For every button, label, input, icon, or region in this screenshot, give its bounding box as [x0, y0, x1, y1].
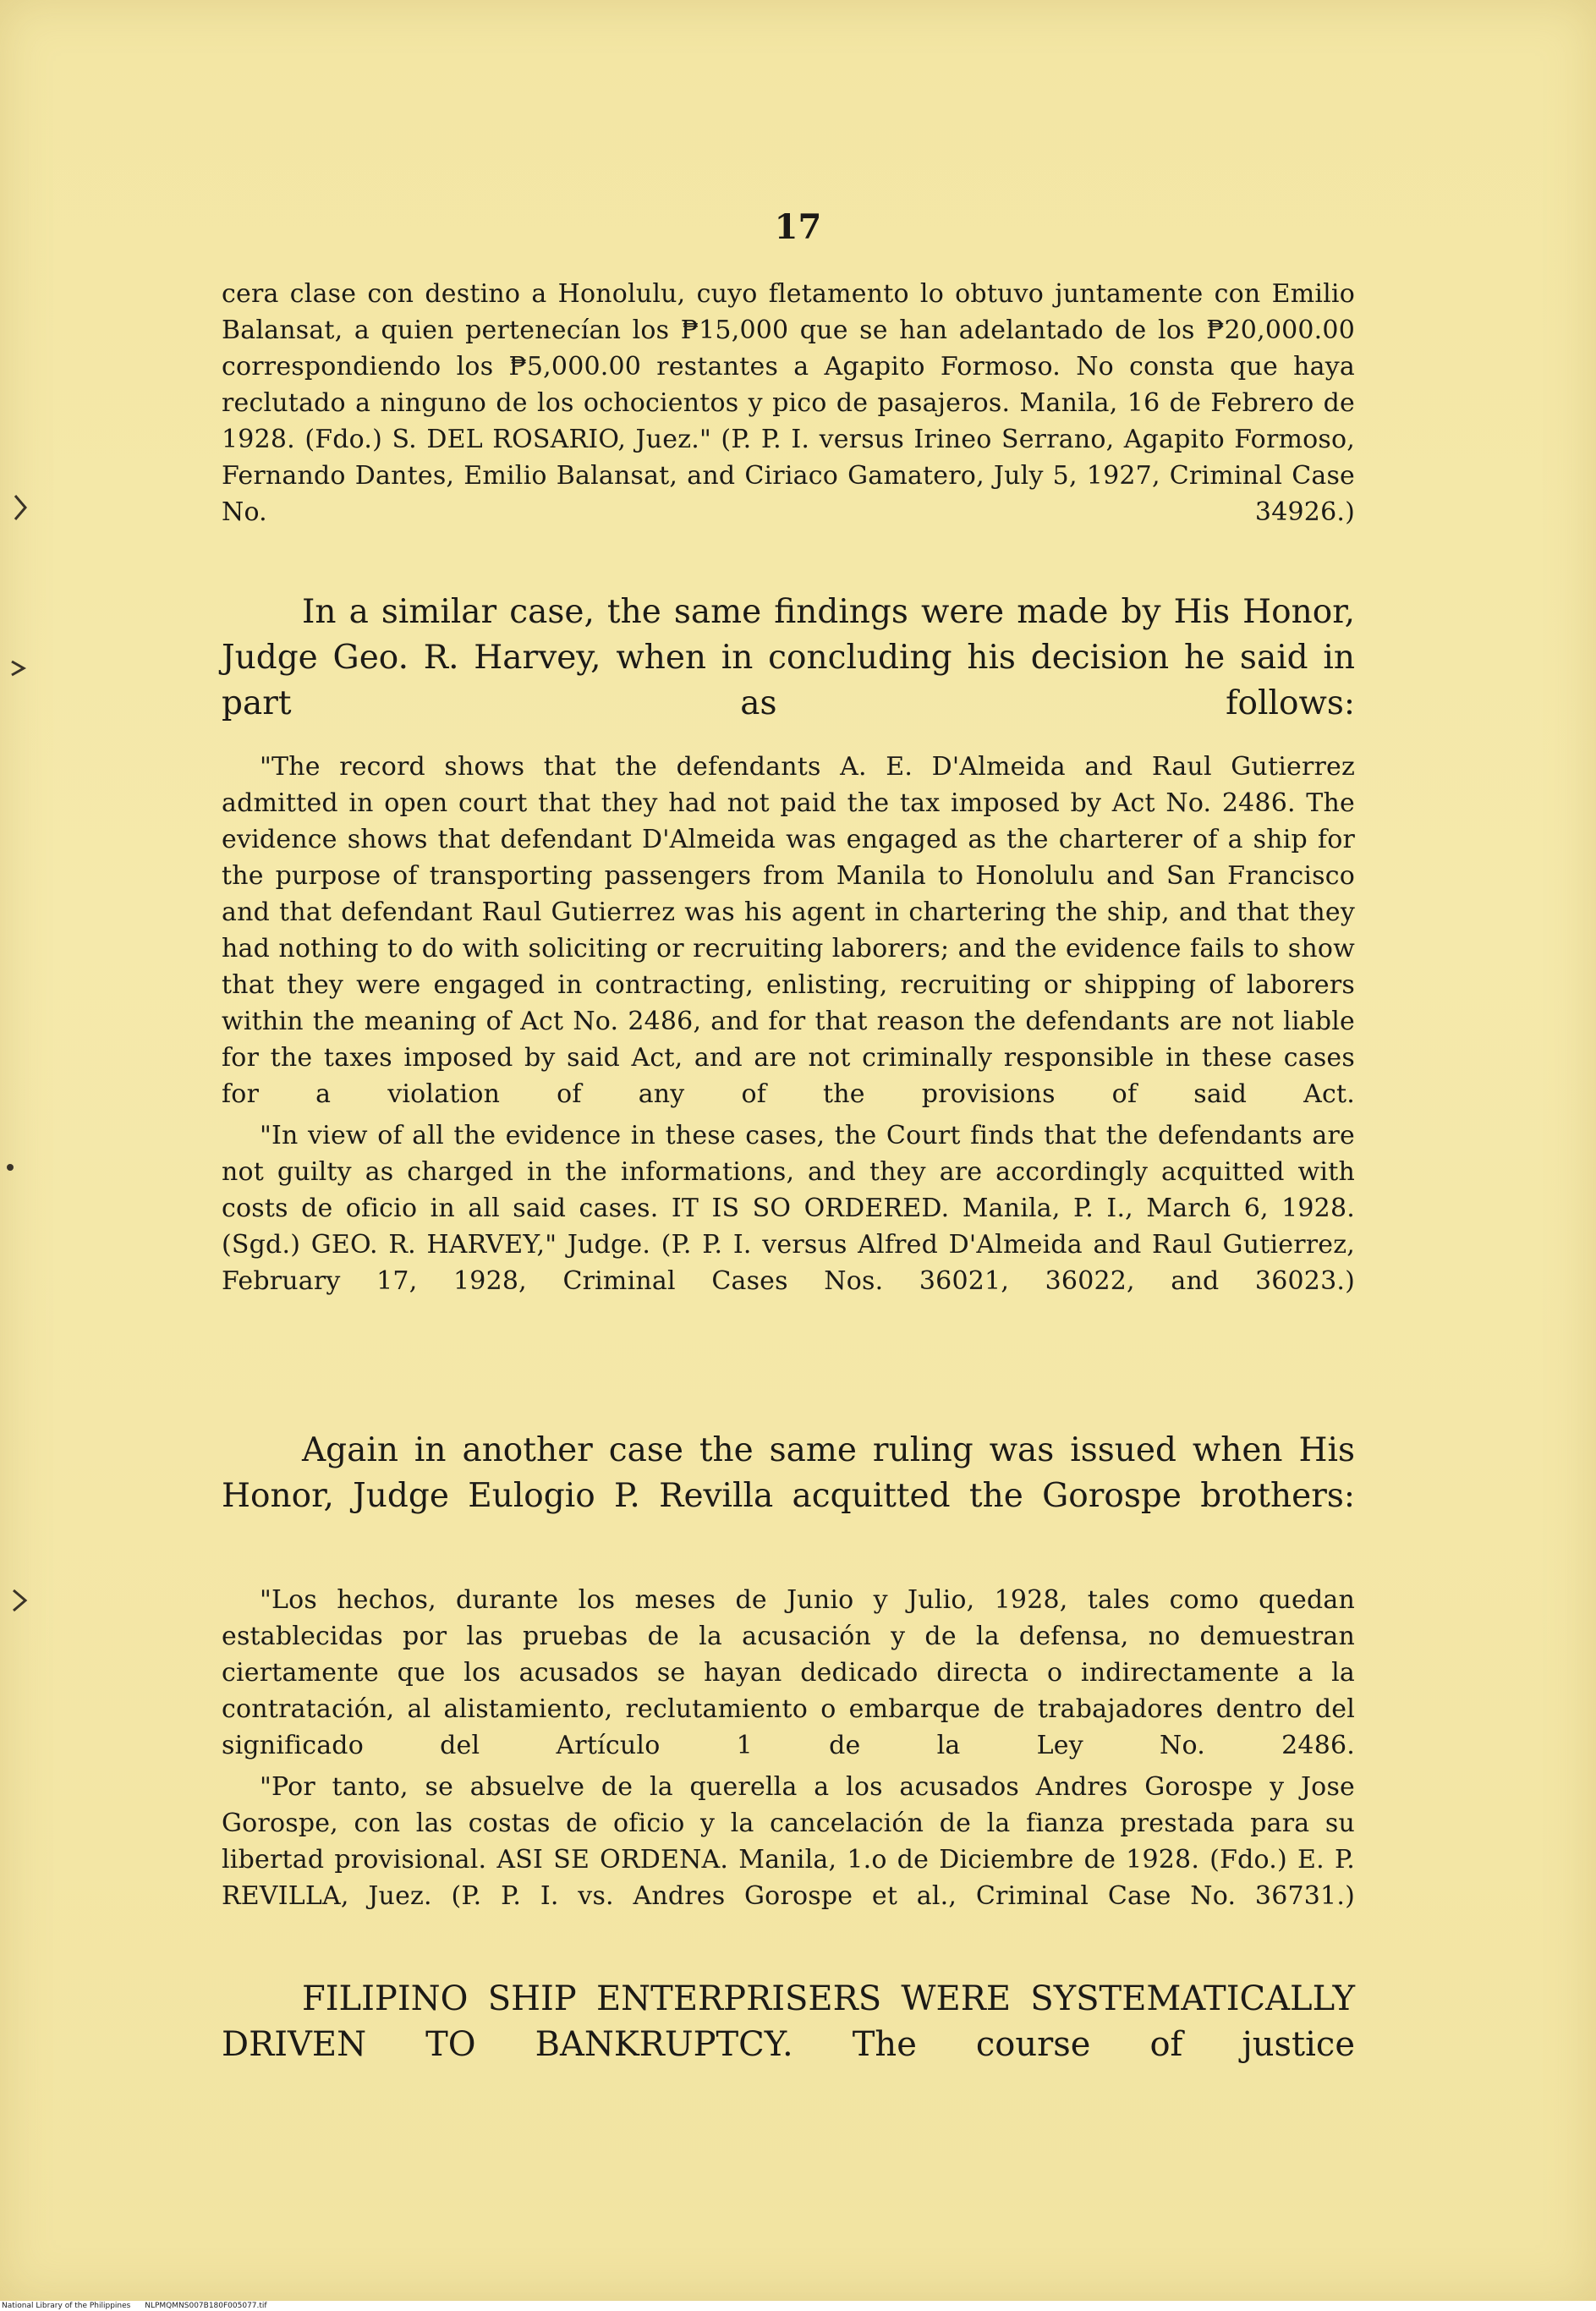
paragraph-text: FILIPINO SHIP ENTERPRISERS WERE SYSTEMATICALLY DRIVEN TO BANKRUPTCY. The course of justice [222, 1979, 1355, 2064]
page-edge-marks [0, 0, 34, 2301]
paragraph-bankruptcy [222, 1976, 1355, 2067]
quote-paragraph: "In view of all the evidence in these cases, the Court finds that the defendants are not guilty as charged in the informations, and they are accordingly acquitted with costs de oficio in all said cases. IT IS SO ORDERED. Manila, P. I., March 6, 1928. (Sgd.) GEO. R. HARVEY," Judge. (P. P. I. versus Alfred D'Almeida and Raul Gutierrez, February 17, 1928, Criminal Cases Nos. 36021, 36022, and 36023.) [222, 1121, 1355, 1296]
paragraph-another-case [222, 1428, 1355, 1519]
quote-paragraph: "Por tanto, se absuelve de la querella a los acusados Andres Gorospe y Jose Gorospe, con las costas de oficio y la cancelación de la fianza prestada para su libertad provisional. ASI SE ORDENA. Manila, 1.o de Diciembre de 1928. (Fdo.) E. P. REVILLA, Juez. (P. P. I. vs. Andres Gorospe et al., Criminal Case No. 36731.) [222, 1772, 1355, 1911]
scan-footer [0, 2301, 1596, 2311]
paragraph-text: cera clase con destino a Honolulu, cuyo fletamento lo obtuvo juntamente con Emilio Balansat, a quien pertenecían los ₱15,000 que se han adelantado de los ₱20,000.00 correspondiendo los ₱5,000.00 restantes a Agapito Formoso. No consta que haya reclutado a ninguno de los ochocientos y pico de pasajeros. Manila, 16 de Febrero de 1928. (Fdo.) S. DEL ROSARIO, Juez." (P. P. I. versus Irineo Serrano, Agapito Formoso, Fernando Dantes, Emilio Balansat, and Ciriaco Gamatero, July 5, 1927, Criminal Case No. 34926.) [222, 279, 1355, 527]
library-name: National Library of the Philippines [2, 2302, 131, 2310]
paragraph-continued-decision [222, 276, 1355, 530]
quote-harvey-decision [222, 749, 1355, 1299]
paragraph-text: Again in another case the same ruling was issued when His Honor, Judge Eulogio P. Revilla acquitted the Gorospe brothers: [222, 1431, 1355, 1515]
paragraph-text: In a similar case, the same findings were made by His Honor, Judge Geo. R. Harvey, when in concluding his decision he said in part as follows: [222, 593, 1355, 722]
page-number: 17 [774, 207, 822, 247]
file-id: NLPMQMNS007B180F005077.tif [145, 2302, 267, 2310]
quote-revilla-decision [222, 1582, 1355, 1914]
paragraph-similar-case [222, 590, 1355, 727]
quote-paragraph: "The record shows that the defendants A. E. D'Almeida and Raul Gutierrez admitted in open court that they had not paid the tax imposed by Act No. 2486. The evidence shows that defendant D'Almeida was engaged as the charterer of a ship for the purpose of transporting passengers from Manila to Honolulu and San Francisco and that defendant Raul Gutierrez was his agent in chartering the ship, and that they had nothing to do with soliciting or recruiting laborers; and the evidence fails to show that they were engaged in contracting, enlisting, recruiting or shipping of laborers within the meaning of Act No. 2486, and for that reason the defendants are not liable for the taxes imposed by said Act, and are not criminally responsible in these cases for a violation of any of the provisions of said Act. [222, 752, 1355, 1109]
quote-paragraph: "Los hechos, durante los meses de Junio y Julio, 1928, tales como quedan establecidas por las pruebas de la acusación y de la defensa, no demuestran ciertamente que los acusados se hayan dedicado directa o indirectamente a la contratación, al alistamiento, reclutamiento o embarque de trabajadores dentro del significado del Artículo 1 de la Ley No. 2486. [222, 1585, 1355, 1760]
